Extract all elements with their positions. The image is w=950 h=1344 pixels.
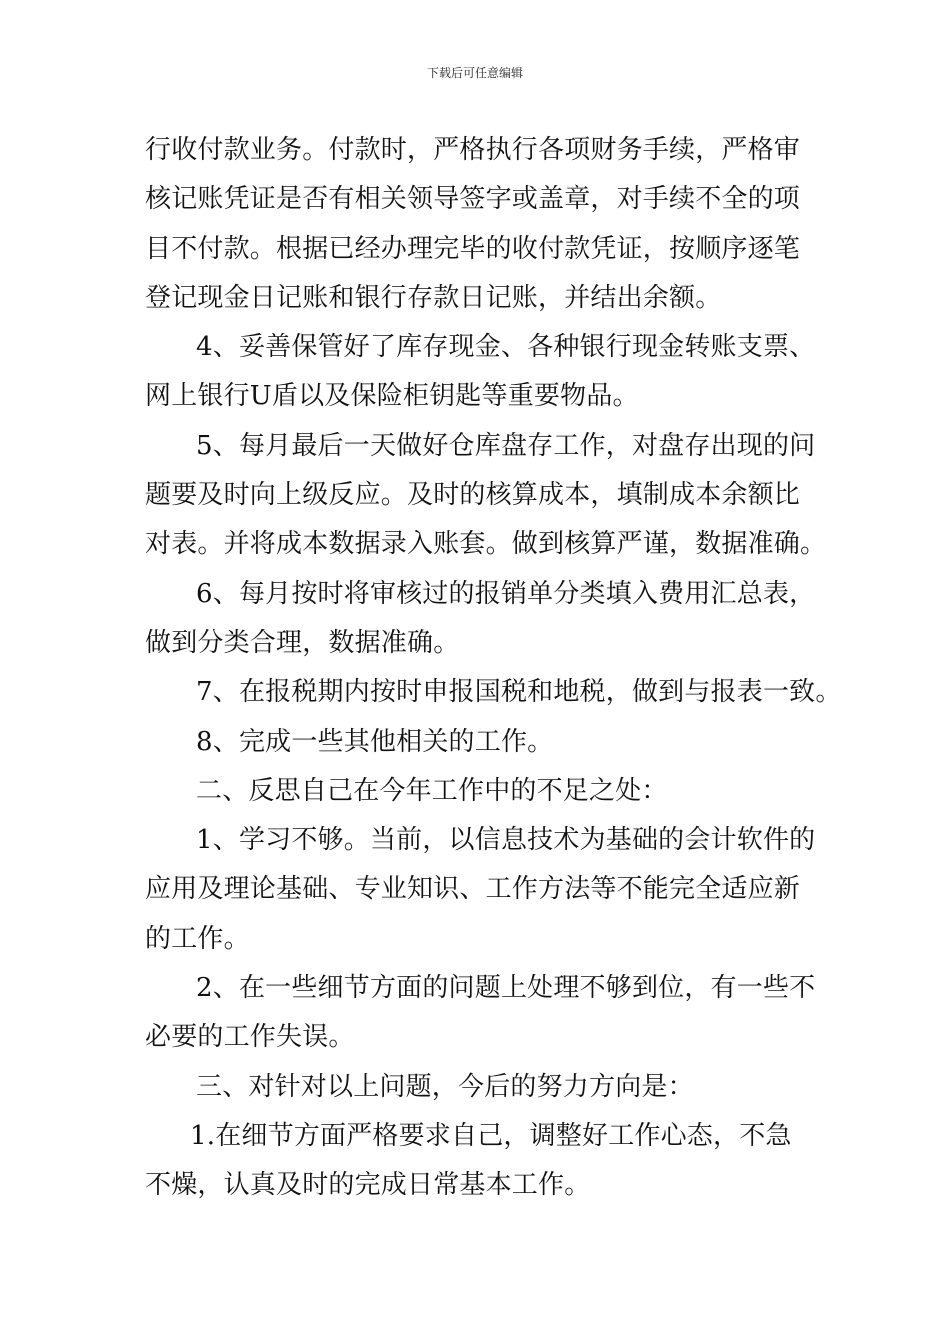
list-item-7: 7、在报税期内按时申报国税和地税，做到与报表一致。 (196, 677, 842, 708)
text-line: 做到分类合理，数据准确。 (145, 627, 460, 658)
document-body (145, 126, 842, 1211)
text-line: 目不付款。根据已经办理完毕的收付款凭证，按顺序逐笔 (145, 233, 801, 264)
list-item-4: 4、妥善保管好了库存现金、各种银行现金转账支票、 (196, 332, 816, 363)
list-item-1-dot: 1.在细节方面严格要求自己，调整好工作心态，不急 (190, 1120, 792, 1151)
text-line: 的工作。 (145, 923, 250, 954)
text-line: 网上银行U盾以及保险柜钥匙等重要物品。 (145, 381, 639, 412)
list-item-1: 1、学习不够。当前，以信息技术为基础的会计软件的 (196, 825, 816, 856)
page-header: 下载后可任意编辑 (426, 66, 523, 80)
text-line: 对表。并将成本数据录入账套。做到核算严谨，数据准确。 (145, 529, 827, 560)
text-line: 必要的工作失误。 (145, 1022, 355, 1053)
list-item-6: 6、每月按时将审核过的报销单分类填入费用汇总表， (196, 578, 816, 609)
list-item-5: 5、每月最后一天做好仓库盘存工作，对盘存出现的问 (196, 430, 816, 461)
text-line: 核记账凭证是否有相关领导签字或盖章，对手续不全的项 (145, 184, 801, 215)
text-line: 不燥，认真及时的完成日常基本工作。 (145, 1170, 591, 1201)
list-item-2: 2、在一些细节方面的问题上处理不够到位，有一些不 (196, 973, 816, 1004)
text-line: 行收付款业务。付款时，严格执行各项财务手续，严格审 (145, 135, 801, 165)
text-line: 登记现金日记账和银行存款日记账，并结出余额。 (145, 282, 722, 313)
section-heading-2: 二、反思自己在今年工作中的不足之处： (196, 775, 668, 806)
text-line: 应用及理论基础、专业知识、工作方法等不能完全适应新 (145, 874, 801, 905)
section-heading-3: 三、对针对以上问题，今后的努力方向是： (196, 1071, 694, 1102)
text-line: 题要及时向上级反应。及时的核算成本，填制成本余额比 (145, 480, 801, 511)
list-item-8: 8、完成一些其他相关的工作。 (196, 726, 554, 757)
